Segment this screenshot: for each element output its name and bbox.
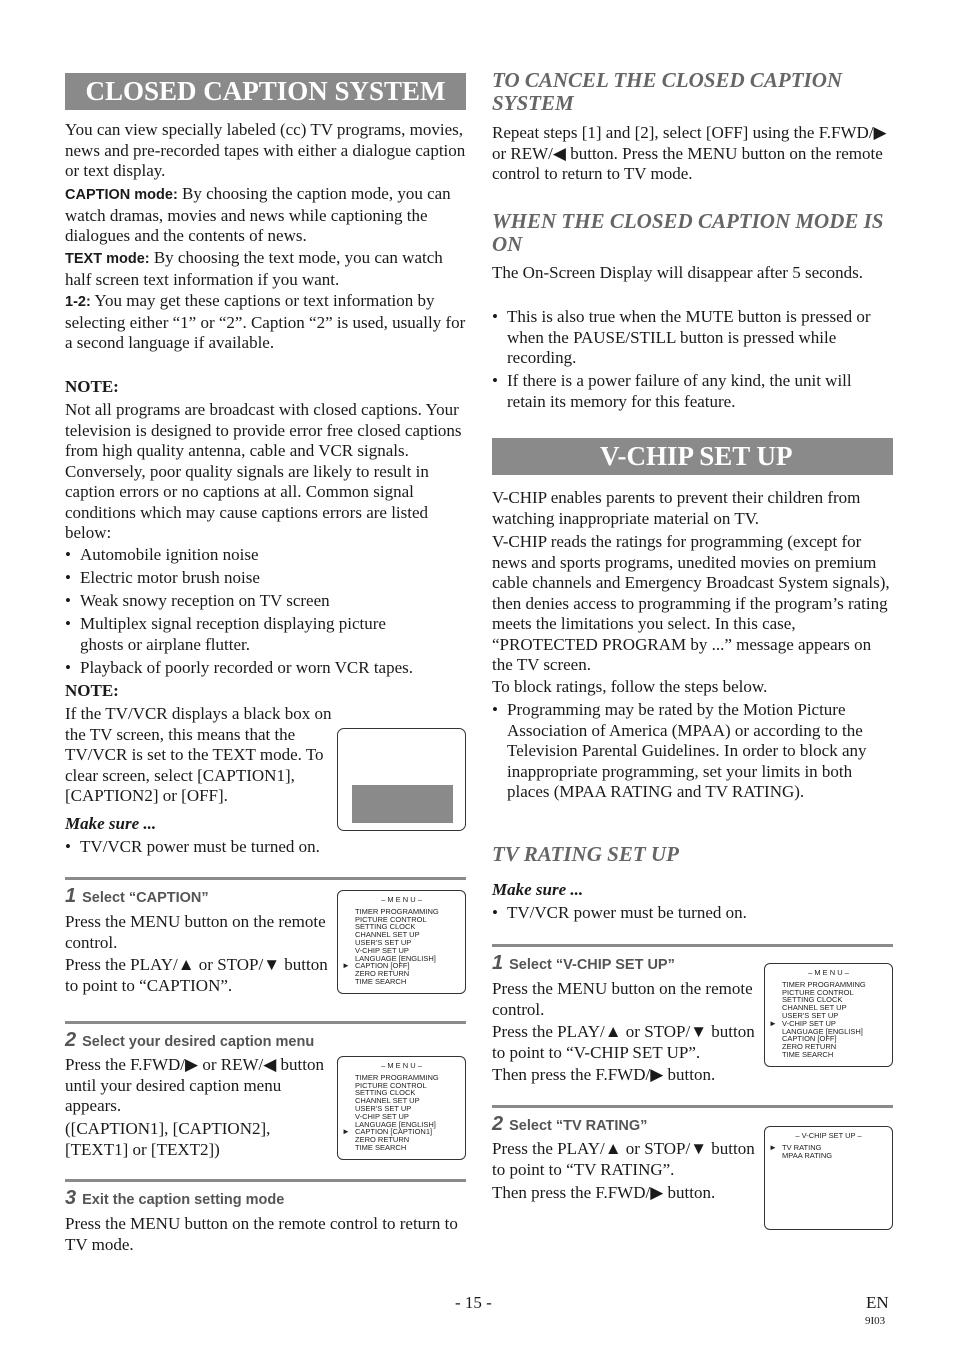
list-item: • This is also true when the MUTE button is pressed or when the PAUSE/STILL button is pressed while recording. xyxy=(492,307,871,367)
menu-item: USER'S SET UP xyxy=(782,1010,839,1020)
section-title: CLOSED CAPTION SYSTEM xyxy=(85,76,446,106)
cancel-paragraph: Repeat steps [1] and [2], select [OFF] using the F.FWD/▶ or REW/◀ button. Press the MENU button on the remote control to return to TV mode. xyxy=(492,123,887,183)
step-text: Press the MENU button on the remote control. xyxy=(65,912,326,952)
menu-item: ► CAPTION [CAPTION1] xyxy=(342,1127,433,1137)
note-label: NOTE: xyxy=(65,377,119,396)
step-heading: 2 Select your desired caption menu xyxy=(65,1029,315,1051)
divider xyxy=(65,877,466,880)
cancel-heading: TO CANCEL THE CLOSED CAPTION SYSTEM xyxy=(492,68,843,115)
one-two-label: 1-2: xyxy=(65,294,91,310)
menu-item: V-CHIP SET UP xyxy=(355,1111,409,1121)
menu-item: TIME SEARCH xyxy=(782,1049,834,1059)
menu-item: LANGUAGE [ENGLISH] xyxy=(355,1119,436,1129)
step-text: Press the F.FWD/▶ or REW/◀ button until your desired caption menu appears. xyxy=(65,1055,325,1115)
divider xyxy=(65,1179,466,1182)
menu-item: V-CHIP SET UP xyxy=(355,945,409,955)
step-text: ([CAPTION1], [CAPTION2], [TEXT1] or [TEXT2]) xyxy=(65,1119,271,1159)
step-heading: 1 Select “V-CHIP SET UP” xyxy=(492,952,675,974)
menu-item: TIMER PROGRAMMING xyxy=(355,1072,439,1082)
menu-list-3 xyxy=(765,981,892,1059)
step-text: Then press the F.FWD/▶ button. xyxy=(492,1183,716,1202)
menu-item: USER'S SET UP xyxy=(355,937,412,947)
one-two-paragraph xyxy=(65,291,466,354)
black-box xyxy=(352,785,453,823)
menu-list-2 xyxy=(338,1074,465,1152)
section-title: V-CHIP SET UP xyxy=(600,441,793,471)
pointer-icon: ► xyxy=(769,1018,777,1028)
menu-item: SETTING CLOCK xyxy=(355,1088,416,1098)
vchip-paragraph: V-CHIP reads the ratings for programming (except for news and sports programs, unedited movies on premium cable channels and Emergency Broadcast System signals), then denies access to programming if the program’s rating meets the limitations you select. In this case, “PROTECTED PROGRAM by ...” message appears on the TV screen. xyxy=(492,532,890,674)
menu-item: LANGUAGE [ENGLISH] xyxy=(355,953,436,963)
intro-paragraph: You can view specially labeled (cc) TV programs, movies, news and pre-recorded tapes with either a dialogue caption or text display. xyxy=(65,120,466,180)
menu-screen-3: – M E N U – TIMER PROGRAMMING PICTURE CONTROL SETTING CLOCK CHANNEL SET UP USER'S SET UP ► V-CHIP SET UP LANGUAGE [ENGLISH] CAPTION [OFF] ZERO RETURN TIME SEARCH xyxy=(764,963,893,1067)
note-paragraph: If the TV/VCR displays a black box on the TV screen, this means that the TV/VCR is set to the TEXT mode. To clear screen, select [CAPTION1], [CAPTION2] or [OFF]. xyxy=(65,704,332,805)
page-number: - 15 - xyxy=(455,1293,492,1312)
list-item: • Multiplex signal reception displaying picture ghosts or airplane flutter. xyxy=(65,614,386,654)
make-sure-label: Make sure ... xyxy=(65,814,157,833)
vchip-banner xyxy=(492,438,893,475)
vchip-paragraph: V-CHIP enables parents to prevent their children from watching inappropriate material on TV. xyxy=(492,488,861,528)
menu-item: CHANNEL SET UP xyxy=(782,1003,847,1013)
menu-screen-1: – M E N U – TIMER PROGRAMMING PICTURE CONTROL SETTING CLOCK CHANNEL SET UP USER'S SET UP V-CHIP SET UP LANGUAGE [ENGLISH] ► CAPTION [OFF] ZERO RETURN TIME SEARCH xyxy=(337,890,466,994)
list-item: • Automobile ignition noise xyxy=(65,545,259,564)
menu-item: PICTURE CONTROL xyxy=(355,1080,427,1090)
list-item: • Programming may be rated by the Motion Picture Association of America (MPAA) or according to the Television Parental Guidelines. In order to block any inappropriate programming, set your limits in both places (MPAA RATING and TV RATING). xyxy=(492,700,867,801)
list-item: • Playback of poorly recorded or worn VCR tapes. xyxy=(65,658,413,677)
menu-item: USER'S SET UP xyxy=(355,1103,412,1113)
when-heading: WHEN THE CLOSED CAPTION MODE IS ON xyxy=(492,209,884,256)
divider xyxy=(65,1021,466,1024)
note-paragraph: Not all programs are broadcast with closed captions. Your television is designed to provide error free closed captions from high quality antenna, cable and VCR signals. Conversely, poor quality signals are likely to result in caption errors or no captions at all. Common signal conditions which may cause captions errors are listed below: xyxy=(65,400,462,542)
step-heading: 3 Exit the caption setting mode xyxy=(65,1187,285,1209)
step-text: Press the PLAY/▲ or STOP/▼ button to point to “V-CHIP SET UP”. xyxy=(492,1022,755,1062)
tv-screen-illustration xyxy=(337,728,466,831)
text-mode-text: By choosing the text mode, you can watch half screen text information if you want. xyxy=(65,248,443,289)
caption-mode-paragraph xyxy=(65,184,466,247)
model-code: 9I03 xyxy=(865,1315,886,1327)
menu-item: CHANNEL SET UP xyxy=(355,1096,420,1106)
step-text: Press the MENU button on the remote control. xyxy=(492,979,753,1019)
one-two-text: You may get these captions or text information by selecting either “1” or “2”. Caption “2” is used, usually for a second language if available. xyxy=(65,291,466,352)
menu-item: ZERO RETURN xyxy=(355,1135,410,1145)
divider xyxy=(492,944,893,947)
divider xyxy=(492,1105,893,1108)
step-text: Press the MENU button on the remote control to return to TV mode. xyxy=(65,1214,458,1254)
menu-item: MPAA RATING xyxy=(782,1150,833,1160)
menu-item: ZERO RETURN xyxy=(782,1042,837,1052)
menu-item: TIME SEARCH xyxy=(355,1142,407,1152)
list-item: • TV/VCR power must be turned on. xyxy=(65,837,320,856)
tv-rating-heading: TV RATING SET UP xyxy=(492,842,679,866)
menu-item: ZERO RETURN xyxy=(355,969,410,979)
menu-item: ► TV RATING xyxy=(769,1142,822,1152)
menu-item: CAPTION [OFF] xyxy=(782,1034,837,1044)
when-paragraph: The On-Screen Display will disappear after 5 seconds. xyxy=(492,263,864,282)
menu-item: ► CAPTION [OFF] xyxy=(342,961,410,971)
make-sure-label: Make sure ... xyxy=(492,880,584,899)
list-item: • TV/VCR power must be turned on. xyxy=(492,903,747,922)
pointer-icon: ► xyxy=(342,961,350,971)
step-text: Press the PLAY/▲ or STOP/▼ button to point to “TV RATING”. xyxy=(492,1139,755,1179)
step-text: Press the PLAY/▲ or STOP/▼ button to point to “CAPTION”. xyxy=(65,955,328,995)
vchip-paragraph: To block ratings, follow the steps below. xyxy=(492,677,768,696)
menu-item: SETTING CLOCK xyxy=(355,922,416,932)
text-mode-label: TEXT mode: xyxy=(65,251,150,267)
menu-item: ► V-CHIP SET UP xyxy=(769,1018,836,1028)
list-item: • Electric motor brush noise xyxy=(65,568,260,587)
step-heading: 2 Select “TV RATING” xyxy=(492,1113,648,1135)
menu-item: TIME SEARCH xyxy=(355,976,407,986)
language-code: EN xyxy=(866,1293,889,1312)
menu-item: TIMER PROGRAMMING xyxy=(355,906,439,916)
menu-screen-2: – M E N U – TIMER PROGRAMMING PICTURE CONTROL SETTING CLOCK CHANNEL SET UP USER'S SET UP V-CHIP SET UP LANGUAGE [ENGLISH] ► CAPTION [CAPTION1] ZERO RETURN TIME SEARCH xyxy=(337,1056,466,1160)
menu-list-4 xyxy=(765,1144,892,1160)
step-heading: 1 Select “CAPTION” xyxy=(65,885,209,907)
closed-caption-banner xyxy=(65,73,466,110)
list-item: • Weak snowy reception on TV screen xyxy=(65,591,330,610)
text-mode-paragraph xyxy=(65,248,466,290)
caption-mode-label: CAPTION mode: xyxy=(65,187,178,203)
menu-item: PICTURE CONTROL xyxy=(355,914,427,924)
list-item: • If there is a power failure of any kind, the unit will retain its memory for this feature. xyxy=(492,371,852,411)
pointer-icon: ► xyxy=(769,1142,777,1152)
menu-item: CHANNEL SET UP xyxy=(355,930,420,940)
menu-item: PICTURE CONTROL xyxy=(782,987,854,997)
menu-list-1 xyxy=(338,908,465,986)
menu-screen-4: – V-CHIP SET UP – ► TV RATING MPAA RATING xyxy=(764,1126,893,1230)
caption-mode-text: By choosing the caption mode, you can watch dramas, movies and news while captioning the dialogues and the contents of news. xyxy=(65,184,451,245)
menu-item: LANGUAGE [ENGLISH] xyxy=(782,1026,863,1036)
menu-item: TIMER PROGRAMMING xyxy=(782,979,866,989)
note-label: NOTE: xyxy=(65,681,119,700)
step-text: Then press the F.FWD/▶ button. xyxy=(492,1065,716,1084)
pointer-icon: ► xyxy=(342,1127,350,1137)
menu-item: SETTING CLOCK xyxy=(782,995,843,1005)
